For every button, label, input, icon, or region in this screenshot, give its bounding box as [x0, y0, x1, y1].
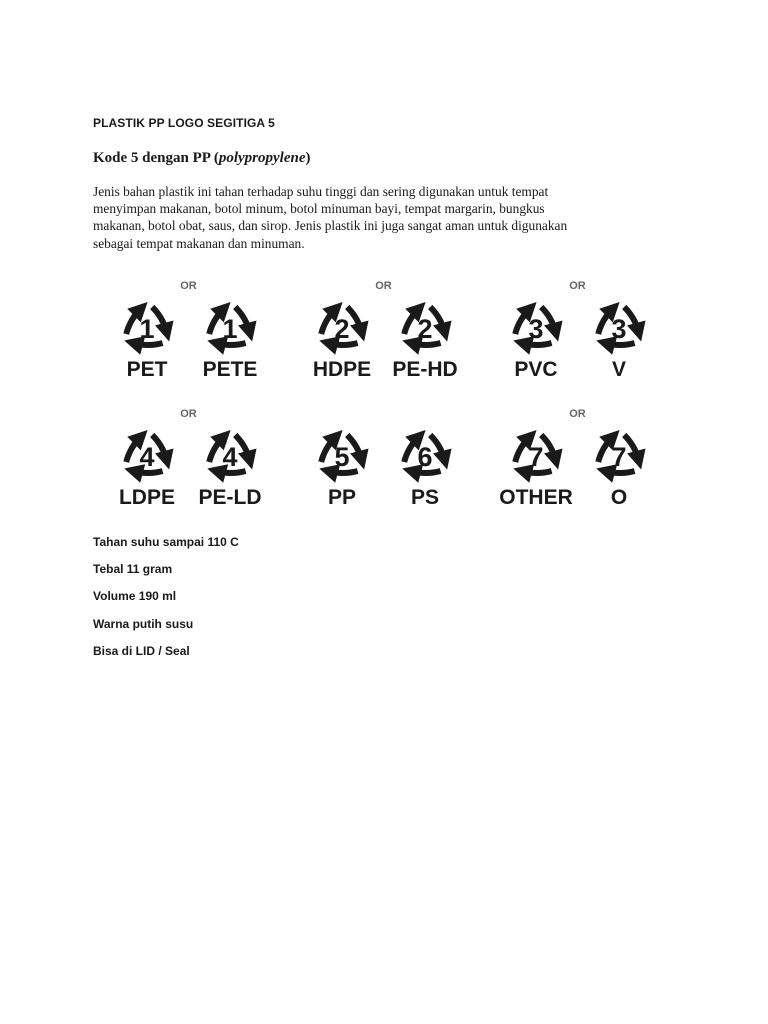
recycling-code-label: V: [611, 358, 627, 381]
spec-lid-seal: Bisa di LID / Seal: [93, 644, 190, 658]
recycling-code-label: PVC: [514, 358, 558, 381]
spec-thickness: Tebal 11 gram: [93, 562, 173, 576]
recycling-code-number: 6: [417, 442, 433, 472]
recycling-symbols-figure: [95, 268, 675, 518]
subtitle-italic: polypropylene: [218, 150, 306, 166]
spec-temperature: Tahan suhu sampai 110 C: [93, 535, 239, 549]
recycling-code-label: PS: [410, 486, 440, 509]
description-paragraph: [93, 183, 673, 252]
recycling-code-symbol: [569, 280, 638, 381]
recycling-code-symbol: [514, 307, 557, 381]
paragraph-line: menyimpan makanan, botol minum, botol minuman bayi, tempat margarin, bungkus: [93, 201, 545, 217]
paragraph-line: sebagai tempat makanan dan minuman.: [93, 235, 305, 251]
recycling-code-label: OTHER: [499, 486, 573, 509]
spec-color: Warna putih susu: [93, 617, 194, 631]
document-title: PLASTIK PP LOGO SEGITIGA 5: [93, 116, 275, 130]
recycling-code-symbol: [375, 280, 457, 381]
or-label: OR: [569, 408, 586, 420]
recycling-code-number: 3: [611, 314, 627, 344]
or-label: OR: [180, 280, 197, 292]
paragraph-line: Jenis bahan plastik ini tahan terhadap suhu tinggi dan sering digunakan untuk tempat: [93, 184, 549, 199]
or-label: OR: [180, 408, 197, 420]
recycling-code-symbol: [313, 307, 371, 381]
subtitle-suffix: ): [305, 150, 311, 166]
recycling-code-number: 4: [139, 442, 155, 472]
recycling-code-symbol: [180, 408, 261, 509]
recycling-code-symbol: [569, 408, 638, 509]
recycling-code-label: O: [610, 486, 628, 509]
subtitle-prefix: Kode 5 dengan PP (: [93, 150, 219, 166]
recycling-code-symbol: [126, 307, 167, 381]
recycling-code-number: 1: [139, 314, 155, 344]
or-label: OR: [375, 280, 392, 292]
recycling-code-number: 2: [417, 314, 433, 344]
recycling-code-number: 4: [222, 442, 238, 472]
recycling-code-number: 2: [334, 314, 350, 344]
recycling-code-label: LDPE: [118, 486, 176, 509]
recycling-code-number: 7: [528, 442, 544, 472]
recycling-code-symbol: [119, 435, 175, 509]
recycling-code-symbol: [180, 280, 257, 381]
document-subtitle: [93, 150, 311, 167]
paragraph-line: makanan, botol obat, saus, dan sirop. Jenis plastik ini juga sangat aman untuk digunakan: [93, 218, 568, 234]
recycling-code-label: PP: [327, 486, 357, 509]
recycling-code-label: HDPE: [312, 358, 372, 381]
recycling-code-label: PETE: [202, 358, 258, 381]
recycling-code-symbol: [404, 435, 445, 509]
recycling-code-symbol: [321, 435, 362, 509]
recycling-code-label: PET: [126, 358, 168, 381]
spec-volume: Volume 190 ml: [93, 589, 177, 603]
recycling-code-number: 5: [334, 442, 350, 472]
recycling-code-symbol: [499, 435, 573, 509]
recycling-code-label: PE-HD: [392, 358, 458, 381]
or-label: OR: [569, 280, 586, 292]
recycling-code-number: 7: [611, 442, 627, 472]
recycling-code-number: 3: [528, 314, 544, 344]
recycling-code-label: PE-LD: [198, 486, 262, 509]
recycling-code-number: 1: [222, 314, 238, 344]
